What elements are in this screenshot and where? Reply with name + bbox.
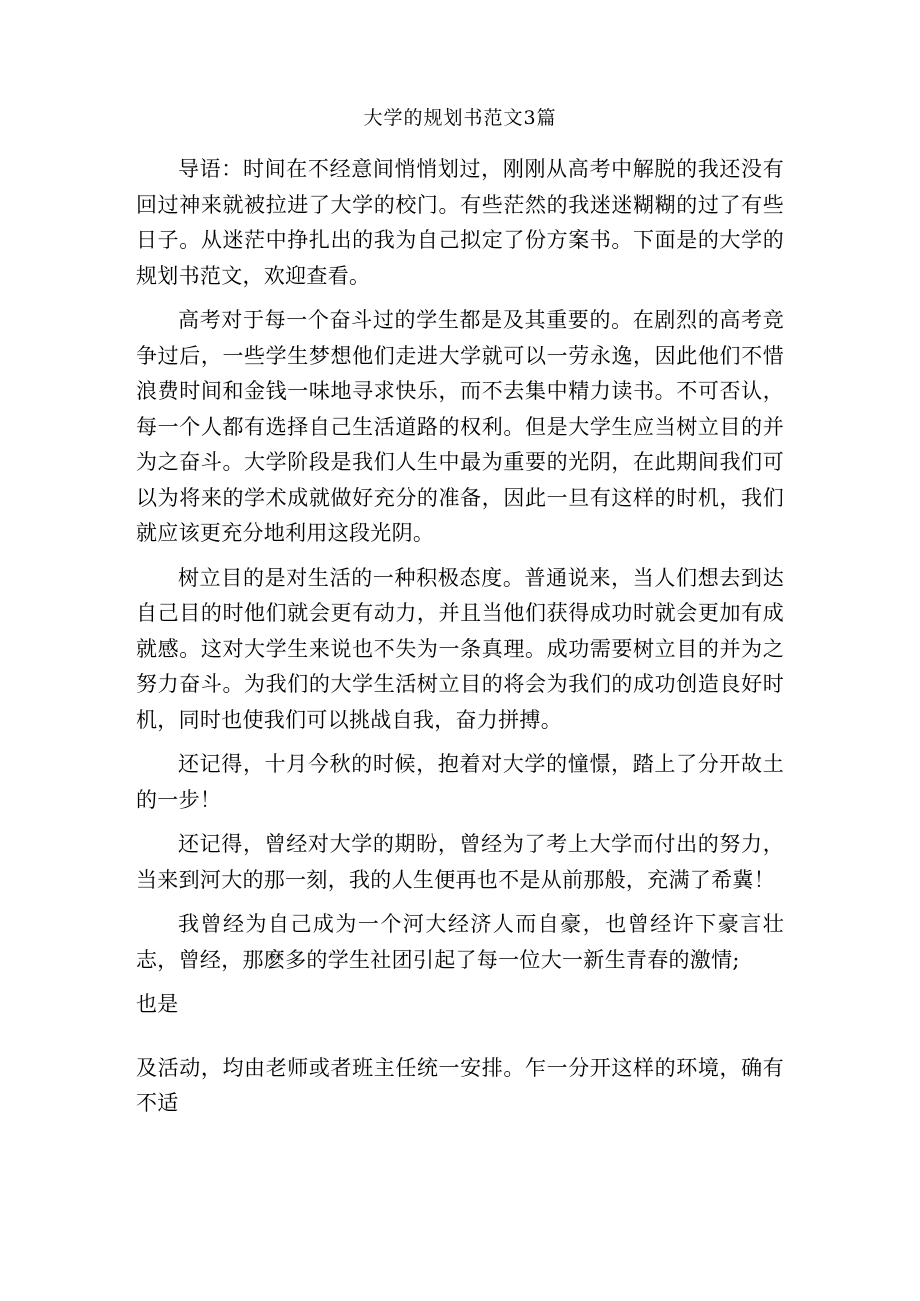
paragraph-remember-hope: 还记得，曾经对大学的期盼，曾经为了考上大学而付出的努力，当来到河大的那一刻，我的人生便再也不是从前那般，充满了希冀！ [136, 832, 784, 892]
paragraph-pride: 我曾经为自己成为一个河大经济人而自豪，也曾经许下豪言壮志，曾经，那麽多的学生社团引起了每一位大一新生青春的激情; [136, 912, 784, 972]
paragraph-fragment: 也是 [136, 992, 179, 1016]
document-title: 大学的规划书范文3篇 [363, 107, 557, 129]
paragraph-gaokao: 高考对于每一个奋斗过的学生都是及其重要的。在剧烈的高考竞争过后，一些学生梦想他们走进大学就可以一劳永逸，因此他们不惜浪费时间和金钱一味地寻求快乐，而不去集中精力读书。不可否认，每一个人都有选择自己生活道路的权利。但是大学生应当树立目的并为之奋斗。大学阶段是我们人生中最为重要的光阴，在此期间我们可以为将来的学术成就做好充分的准备，因此一旦有这样的时机，我们就应该更充分地利用这段光阴。 [136, 308, 784, 545]
paragraph-activities: 及活动，均由老师或者班主任统一安排。乍一分开这样的环境，确有不适 [136, 1055, 784, 1115]
paragraph-goals: 树立目的是对生活的一种积极态度。普通说来，当人们想去到达自己目的时他们就会更有动力，并且当他们获得成功时就会更加有成就感。这对大学生来说也不失为一条真理。成功需要树立目的并为之努力奋斗。为我们的大学生活树立目的将会为我们的成功创造良好时机，同时也使我们可以挑战自我，奋力拼搏。 [136, 565, 784, 732]
paragraph-remember-autumn: 还记得，十月今秋的时候，抱着对大学的憧憬，踏上了分开故土的一步！ [136, 752, 784, 812]
paragraph-intro: 导语：时间在不经意间悄悄划过，刚刚从高考中解脱的我还没有回过神来就被拉进了大学的校门。有些茫然的我迷迷糊糊的过了有些日子。从迷茫中挣扎出的我为自己拟定了份方案书。下面是的大学的规划书范文，欢迎查看。 [136, 157, 784, 288]
document-body [136, 152, 784, 1131]
